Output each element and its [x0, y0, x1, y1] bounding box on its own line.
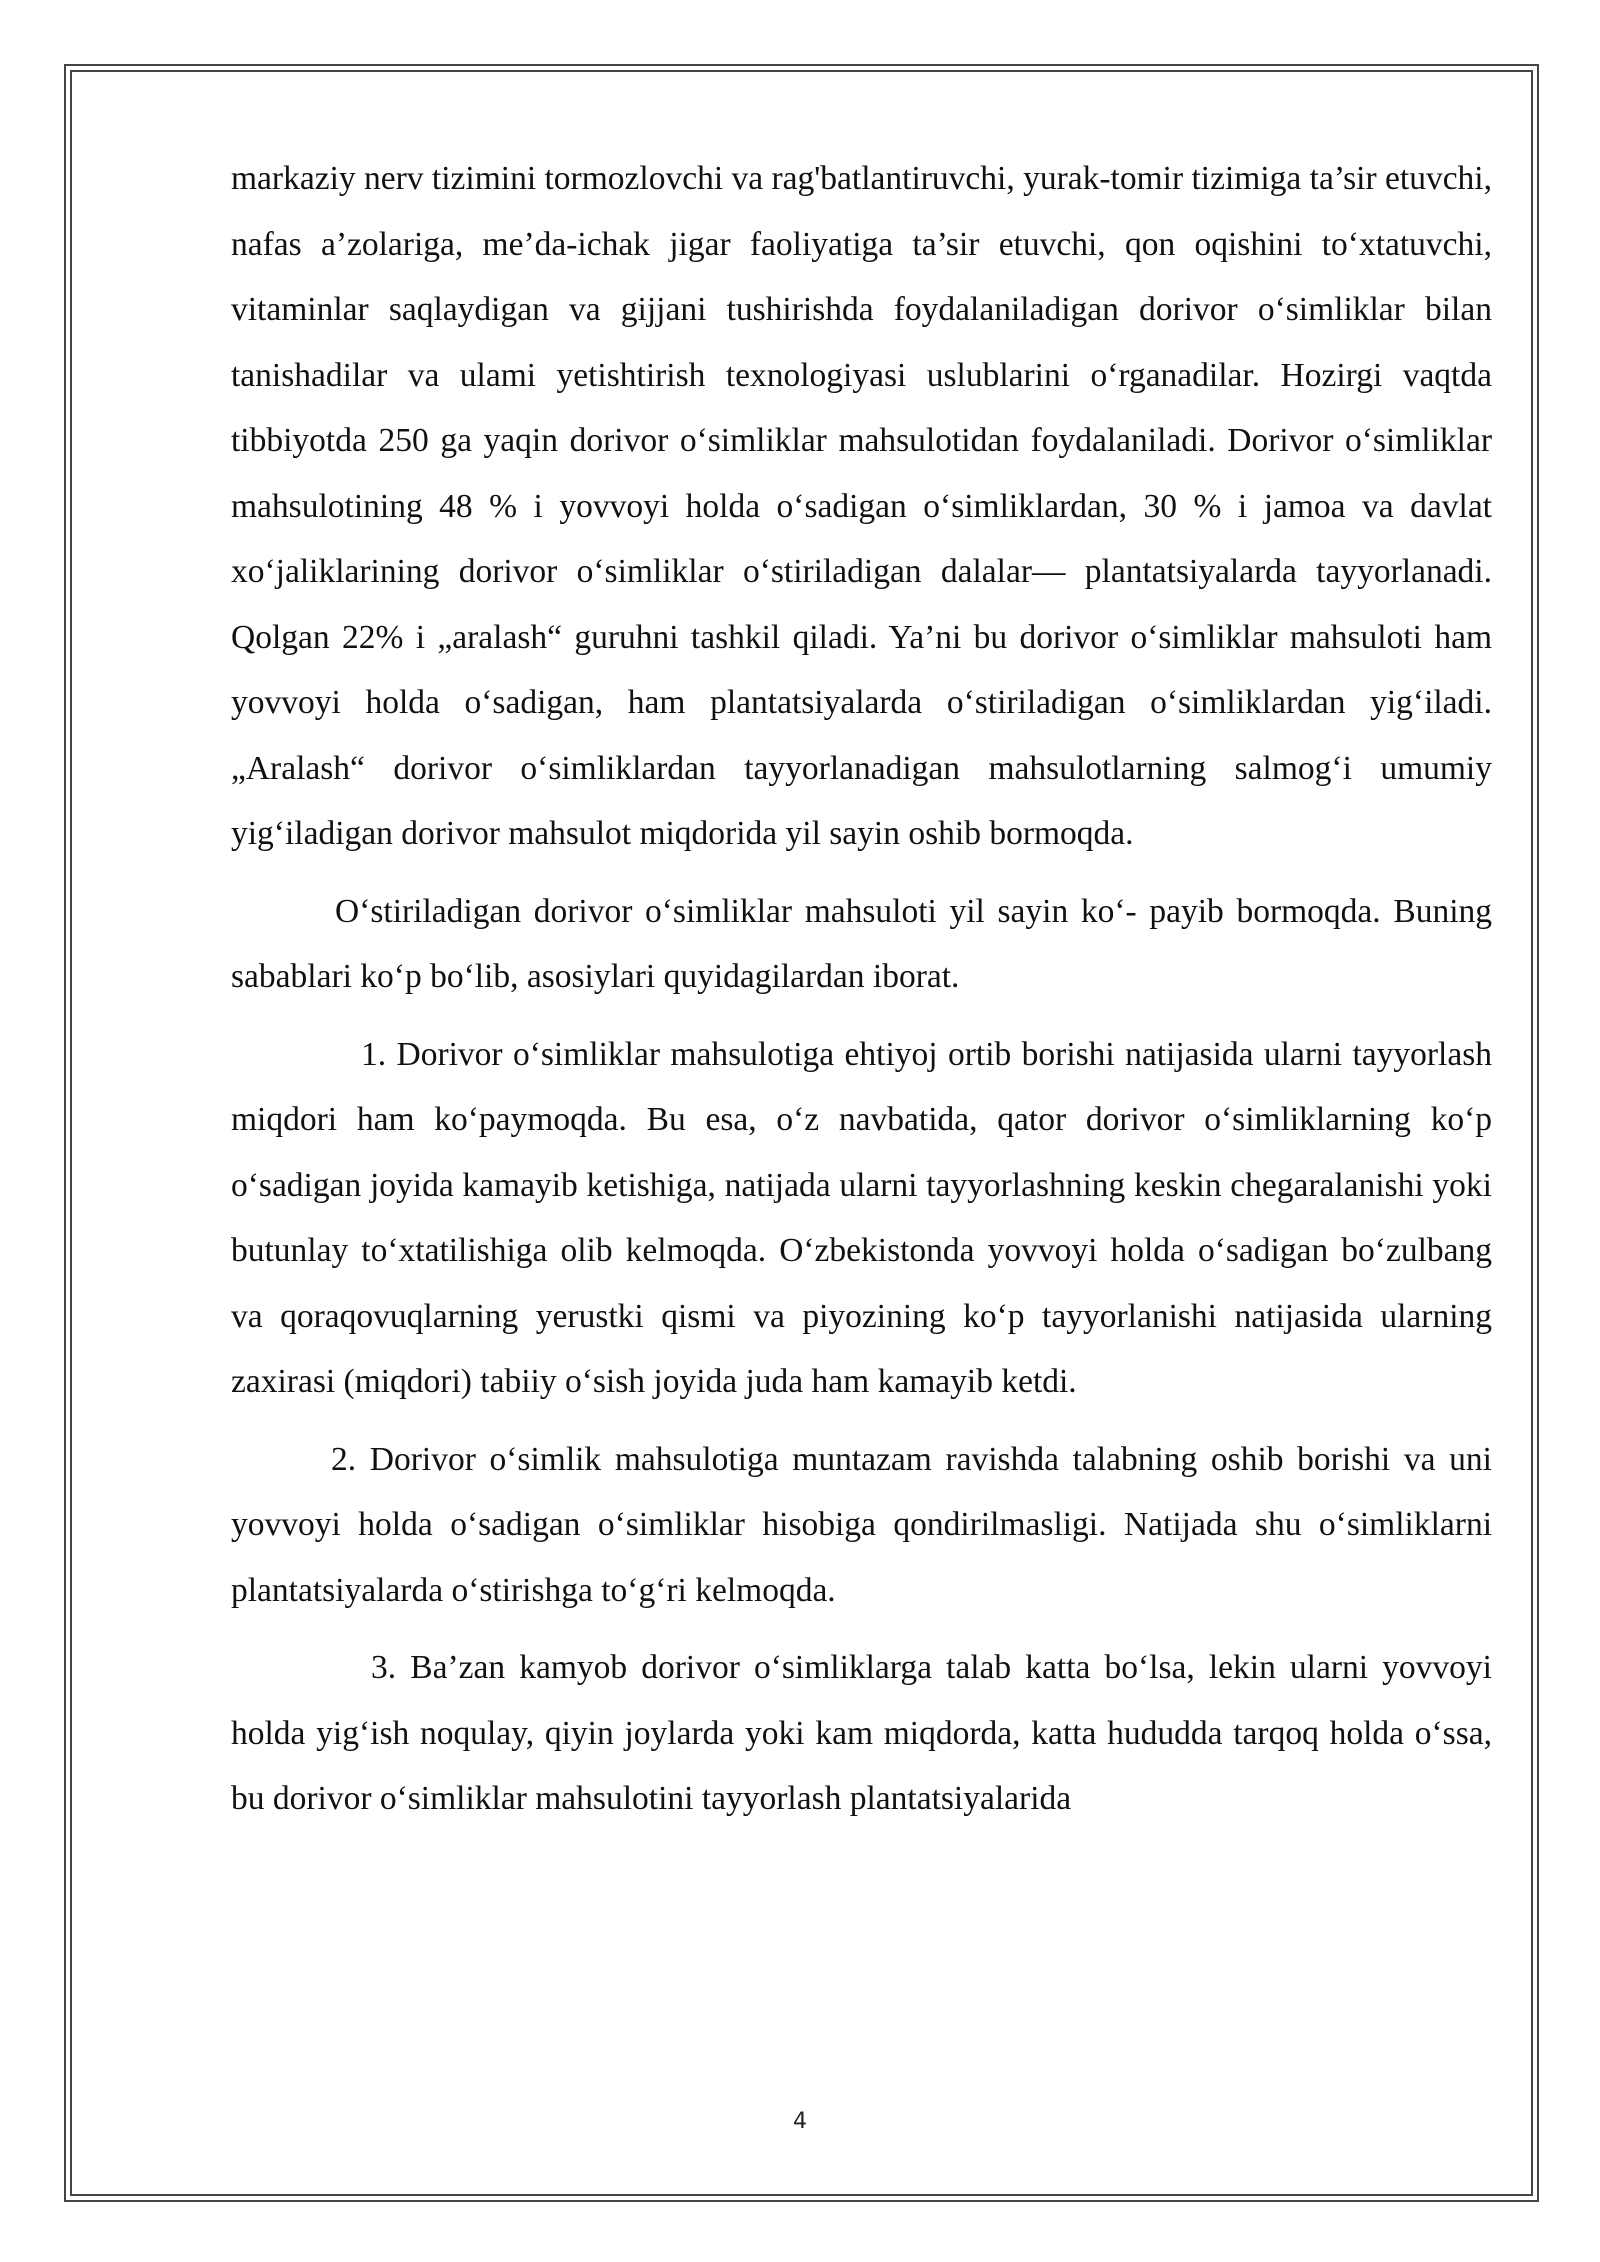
paragraph-intro: markaziy nerv tizimini tormozlovchi va rag'batlantiruvchi, yurak-tomir tizimiga ta’sir etuvchi, nafas a’zolariga, me’da-ichak jigar faoliyatiga ta’sir etuvchi, qon oqishini to‘xtatuvchi, vitaminlar saqlaydigan va gijjani tushirishda foydalaniladigan dorivor o‘simliklar bilan tanishadilar va ulami yetishtirish texnologiyasi uslublarini o‘rganadilar. Hozirgi vaqtda tibbiyotda 250 ga yaqin dorivor o‘simliklar mahsulotidan foydalaniladi. Dorivor o‘simliklar mahsulotining 48 % i yovvoyi holda o‘sadigan o‘simliklardan, 30 % i jamoa va davlat xo‘jaliklarining dorivor o‘simliklar o‘stiriladigan dalalar— plantatsiyalarda tayyorlanadi. Qolgan 22% i „aralash“ guruhni tashkil qiladi. Ya’ni bu dorivor o‘simliklar mahsuloti ham yovvoyi holda o‘sadigan, ham plantatsiyalarda o‘stiriladigan o‘simliklardan yig‘iladi. „Aralash“ dorivor o‘simliklardan tayyorlanadigan mahsulotlarning salmog‘i umumiy yig‘iladigan dorivor mahsulot miqdorida yil sayin oshib bormoqda.: [231, 160, 1492, 852]
paragraph-reason-1: 1. Dorivor o‘simliklar mahsulotiga ehtiyoj ortib borishi natijasida ularni tayyorlash miqdori ham ko‘paymoqda. Bu esa, o‘z navbatida, qator dorivor o‘simliklarning ko‘p o‘sadigan joyida kamayib ketishiga, natijada ularni tayyorlashning keskin chegaralanishi yoki butunlay to‘xtatilishiga olib kelmoqda. O‘zbekistonda yovvoyi holda o‘sadigan bo‘zulbang va qoraqovuqlarning yerustki qismi va piyozining ko‘p tayyorlanishi natijasida ularning zaxirasi (miqdori) tabiiy o‘sish joyida juda ham kamayib ketdi.: [231, 1035, 1492, 1400]
paragraph-reason-2: 2. Dorivor o‘simlik mahsulotiga muntazam ravishda talabning oshib borishi va uni yovvoyi holda o‘sadigan o‘simliklar hisobiga qondirilmasligi. Natijada shu o‘simliklarni plantatsiyalarda o‘stirishga to‘g‘ri kelmoqda.: [231, 1440, 1492, 1609]
paragraph-reason-3: 3. Ba’zan kamyob dorivor o‘simliklarga talab katta bo‘lsa, lekin ularni yovvoyi holda yig‘ish noqulay, qiyin joylarda yoki kam miqdorda, katta hududda tarqoq holda o‘ssa, bu dorivor o‘simliklar mahsulotini tayyorlash plantatsiyalarida: [231, 1649, 1492, 1817]
page-number: 4: [793, 2109, 807, 2134]
paragraph-reasons-intro: O‘stiriladigan dorivor o‘simliklar mahsuloti yil sayin ko‘- payib bormoqda. Buning sabablari ko‘p bo‘lib, asosiylari quyidagilardan iborat.: [231, 892, 1492, 995]
page-body: [231, 146, 1492, 1832]
